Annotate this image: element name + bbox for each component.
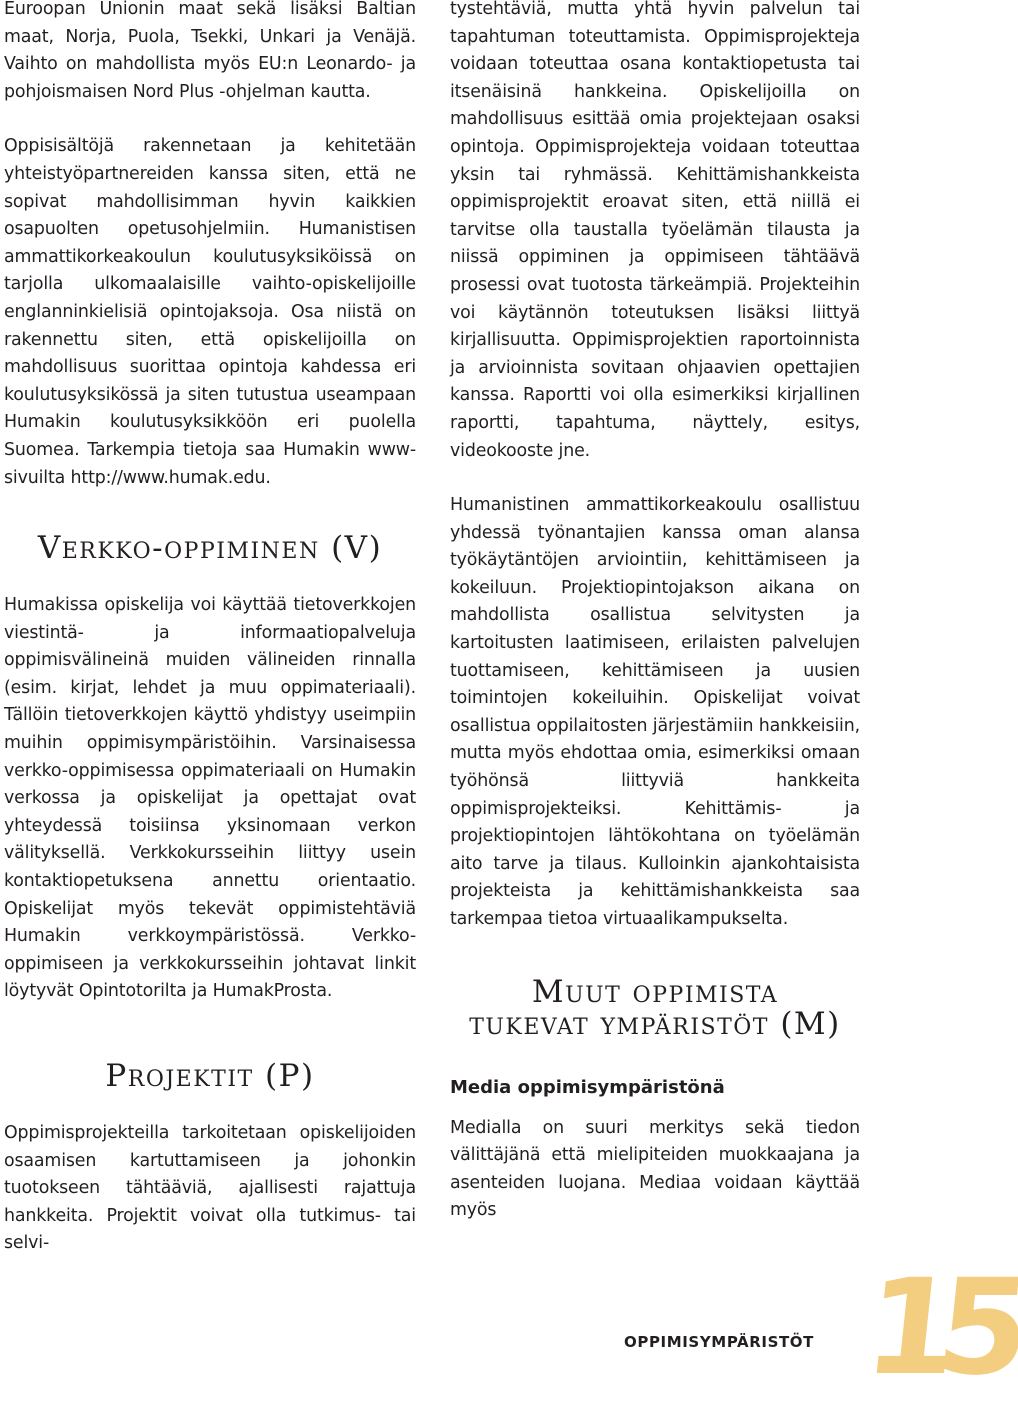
paragraph-verkko-oppiminen: Humakissa opiskelija voi käyttää tietoverkkojen viestintä- ja informaatiopalveluja oppimisvälineinä muiden välineiden rinnalla (esim. kirjat, lehdet ja muu oppimateriaali). Tällöin tietoverkkojen käyttö yhdistyy useimpiin muihin oppimisympäristöihin. Varsinaisessa verkko-oppimisessa oppimateriaali on Humakin verkossa ja opiskelijat ja opettajat ovat yhteydessä toisiinsa yksinomaan verkon välityksellä. Verkkokursseihin liittyy usein kontaktiopetuksena annettu orientaatio. Opiskelijat myös tekevät oppimistehtäviä Humakin verkkoympäristössä. Verkko-oppimiseen ja verkkokursseihin johtavat linkit löytyvät Opintotorilta ja HumakProsta. bbox=[4, 595, 416, 1002]
paragraph-projects-continued: tystehtäviä, mutta yhtä hyvin palvelun tai tapahtuman toteuttamista. Oppimisprojekteja voidaan toteuttaa osana kontaktiopetusta tai itsenäisinä hankkeina. Opiskelijoilla on mahdollisuus esittää omia projektejaan osaksi opintoja. Oppimisprojekteja voidaan toteuttaa yksin tai ryhmässä. Kehittämishankkeista oppimisprojektit eroavat siten, että niillä ei tarvitse olla taustalla työelämän tilausta ja niissä oppiminen ja oppimiseen tähtäävä prosessi ovat tuotosta tärkeämpiä. Projekteihin voi käytännön toteutuksen lisäksi liittyä kirjallisuutta. Oppimisprojektien raportoinnista ja arvioinnista sovitaan ohjaavien opettajien kanssa. Raportti voi olla esimerkiksi kirjallinen raportti, tapahtuma, näyttely, esitys, videokooste jne. bbox=[450, 0, 860, 461]
right-column bbox=[450, 0, 860, 1225]
left-column bbox=[4, 0, 416, 1258]
paragraph-projektit: Oppimisprojekteilla tarkoitetaan opiskelijoiden osaamisen kartuttamiseen ja johonkin tuotokseen tähtääviä, ajallisesti rajattuja hankkeita. Projektit voivat olla tutkimus- tai selvi- bbox=[4, 1123, 416, 1254]
heading-muut-line1: Muut oppimista bbox=[531, 973, 779, 1010]
paragraph-humak-development: Humanistinen ammattikorkeakoulu osallistuu yhdessä työnantajien kanssa oman alansa työkäytäntöjen arviointiin, kehittämiseen ja kokeiluun. Projektiopintojakson aikana on mahdollista osallistua selvitysten ja kartoitusten laatimiseen, erilaisten palvelujen tuottamiseen, kehittämiseen ja uusien toimintojen kokeiluihin. Opiskelijat voivat osallistua oppilaitosten järjestämiin hankkeisiin, mutta myös ehdottaa omia, esimerkiksi omaan työhönsä liittyviä hankkeita oppimisprojekteiksi. Kehittämis- ja projektiopintojen lähtökohtana on työelämän aito tarve ja tilaus. Kulloinkin ajankohtaisista projekteista ja kehittämishankkeista saa tarkempaa tietoa virtuaalikampukselta. bbox=[450, 495, 860, 929]
page-number: 15 bbox=[857, 1251, 1018, 1405]
footer-section-label: OPPIMISYMPÄRISTÖT bbox=[624, 1333, 814, 1351]
heading-verkko-oppiminen: Verkko-oppiminen (V) bbox=[37, 530, 383, 567]
heading-projektit: Projektit (P) bbox=[105, 1058, 315, 1094]
heading-muut-line2: tukevat ympäristöt (M) bbox=[469, 1005, 841, 1042]
paragraph-exchange-countries: Euroopan Unionin maat sekä lisäksi Baltian maat, Norja, Puola, Tsekki, Unkari ja Venäjä. Vaihto on mahdollista myös EU:n Leonardo- ja pohjoismaisen Nord Plus -ohjelman kautta. bbox=[4, 0, 416, 102]
heading-muut-ymparistot bbox=[450, 973, 860, 1042]
paragraph-course-content: Oppisisältöjä rakennetaan ja kehitetään yhteistyöpartnereiden kanssa siten, että ne sopivat mahdollisimman hyvin kaikkien osapuolten opetusohjelmiin. Humanistisen ammattikorkeakoulun koulutusyksiköissä on tarjolla ulkomaalaisille vaihto-opiskelijoille englanninkielisiä opintojaksoja. Osa niistä on rakennettu siten, että opiskelijoilla on mahdollisuus suorittaa opintoja kahdessa eri koulutusyksikössä ja siten tutustua useampaan Humakin koulutusyksikköön eri puolella Suomea. Tarkempia tietoja saa Humakin www-sivuilta http://www.humak.edu. bbox=[4, 136, 416, 488]
paragraph-media: Medialla on suuri merkitys sekä tiedon välittäjänä että mielipiteiden muokkaajana ja asenteiden luojana. Mediaa voidaan käyttää myös bbox=[450, 1117, 860, 1221]
subheading-media: Media oppimisympäristönä bbox=[450, 1076, 725, 1098]
